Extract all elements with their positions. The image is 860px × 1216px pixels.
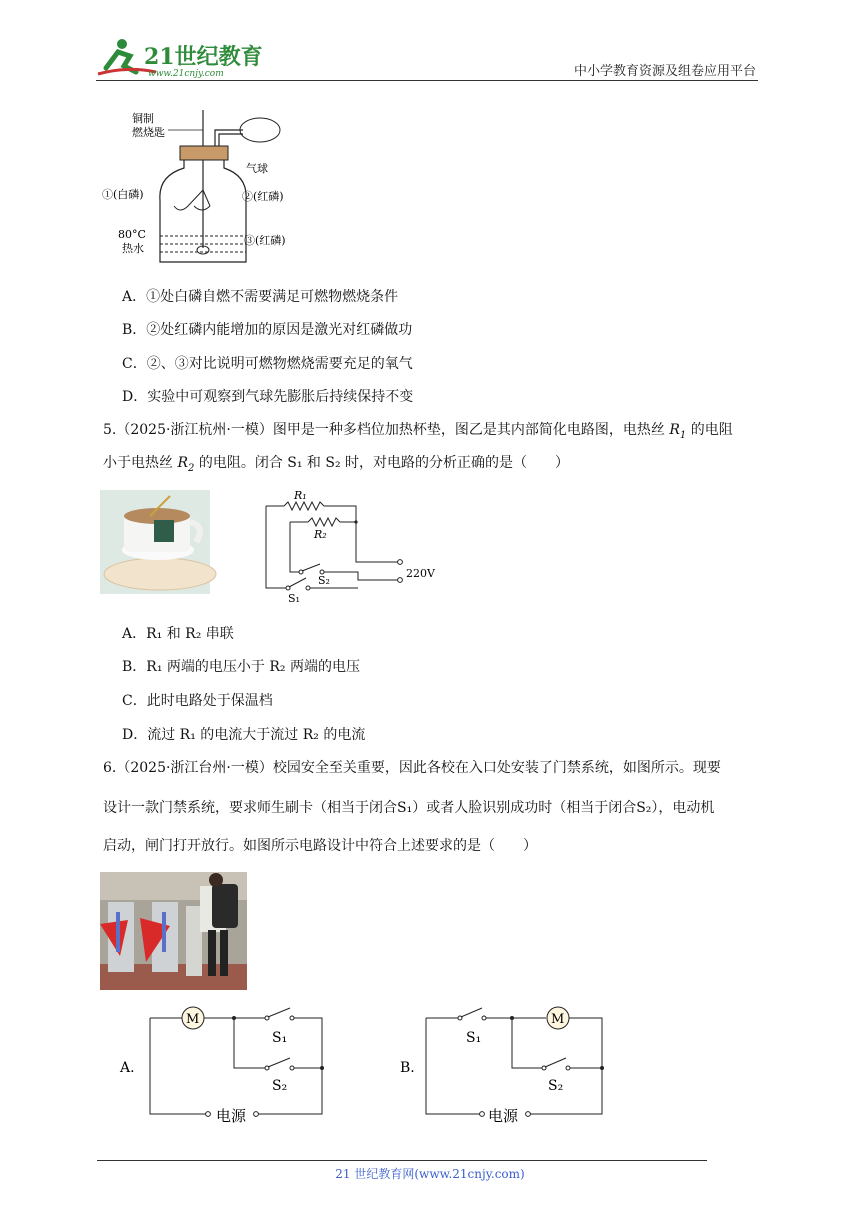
a-label-s2: S₂: [272, 1078, 288, 1094]
turnstile-photo: [100, 872, 247, 990]
q6-stem-line3: 启动，闸门打开放行。如图所示电路设计中符合上述要求的是（ ）: [103, 838, 537, 854]
logo-url: www.21cnjy.com: [148, 69, 224, 79]
q5-option-d: D．流过 R₁ 的电流大于流过 R₂ 的电流: [122, 727, 366, 743]
q4-option-a: A．①处白磷自燃不需要满足可燃物燃烧条件: [122, 289, 399, 305]
label-spoon-1: 铜制: [132, 112, 154, 125]
q6-stem-line1: 6.（2025·浙江台州·一模）校园安全至关重要，因此各校在入口处安装了门禁系统，如图所示。现要: [103, 760, 721, 776]
label-spoon-2: 燃烧匙: [132, 126, 165, 139]
label-s2: S₂: [318, 574, 330, 587]
label-temp: 80°C: [118, 228, 146, 241]
resistor-r2: [308, 518, 340, 526]
q5-circuit-diagram: [258, 486, 448, 604]
b-label-s2: S₂: [548, 1078, 564, 1094]
site-logo: [96, 38, 263, 80]
q5-option-a: A．R₁ 和 R₂ 串联: [122, 626, 234, 642]
q6-circuit-a: [116, 1004, 336, 1124]
label-r2: R₂: [314, 528, 327, 541]
logo-text: 21世纪教育: [144, 44, 263, 70]
label-r1: R₁: [294, 489, 307, 502]
q4-apparatus-figure: [102, 110, 318, 270]
motor-a-label: M: [186, 1012, 200, 1027]
footer-divider: [97, 1160, 707, 1161]
b-label-s1: S₁: [466, 1030, 482, 1046]
circuit-b-label: B.: [400, 1060, 415, 1076]
label-white-p: ①(白磷): [102, 188, 144, 201]
a-label-source: 电源: [216, 1107, 247, 1125]
resistor-r1: [284, 502, 324, 510]
header-divider: [96, 80, 758, 81]
header-platform-text: 中小学教育资源及组卷应用平台: [573, 64, 756, 79]
q6-circuit-b: [396, 1004, 616, 1124]
q5-option-b: B．R₁ 两端的电压小于 R₂ 两端的电压: [122, 659, 360, 675]
q5-option-c: C．此时电路处于保温档: [122, 693, 273, 709]
label-s1: S₁: [288, 592, 300, 605]
label-red-p-2: ②(红磷): [242, 190, 284, 203]
q4-option-d: D．实验中可观察到气球先膨胀后持续保持不变: [122, 389, 414, 405]
motor-b-label: M: [551, 1012, 565, 1027]
a-label-s1: S₁: [272, 1030, 288, 1046]
label-balloon: 气球: [246, 162, 268, 175]
q4-option-c: C．②、③对比说明可燃物燃烧需要充足的氧气: [122, 356, 413, 372]
circuit-a-label: A.: [120, 1060, 135, 1076]
label-voltage: 220V: [406, 567, 435, 580]
q5-stem-line1: 5.（2025·浙江杭州·一模）图甲是一种多档位加热杯垫，图乙是其内部简化电路图，电热丝 $R_1$ 的电阻: [103, 422, 733, 441]
b-label-source: 电源: [488, 1107, 519, 1125]
heating-coaster-photo: [100, 490, 210, 594]
logo-runner-head: [117, 39, 127, 49]
label-water: 热水: [122, 242, 144, 255]
label-red-p-3: ③(红磷): [244, 234, 286, 247]
q4-option-b: B．②处红磷内能增加的原因是激光对红磷做功: [122, 322, 413, 338]
q6-stem-line2: 设计一款门禁系统，要求师生刷卡（相当于闭合S₁）或者人脸识别成功时（相当于闭合S₂），电动机: [103, 800, 715, 816]
footer-text: 21 世纪教育网(www.21cnjy.com): [335, 1167, 525, 1181]
stopper: [180, 146, 228, 160]
balloon-icon: [240, 118, 280, 142]
q5-stem-line2: 小于电热丝 $R_2$ 的电阻。闭合 S₁ 和 S₂ 时，对电路的分析正确的是（ ）: [103, 455, 570, 474]
